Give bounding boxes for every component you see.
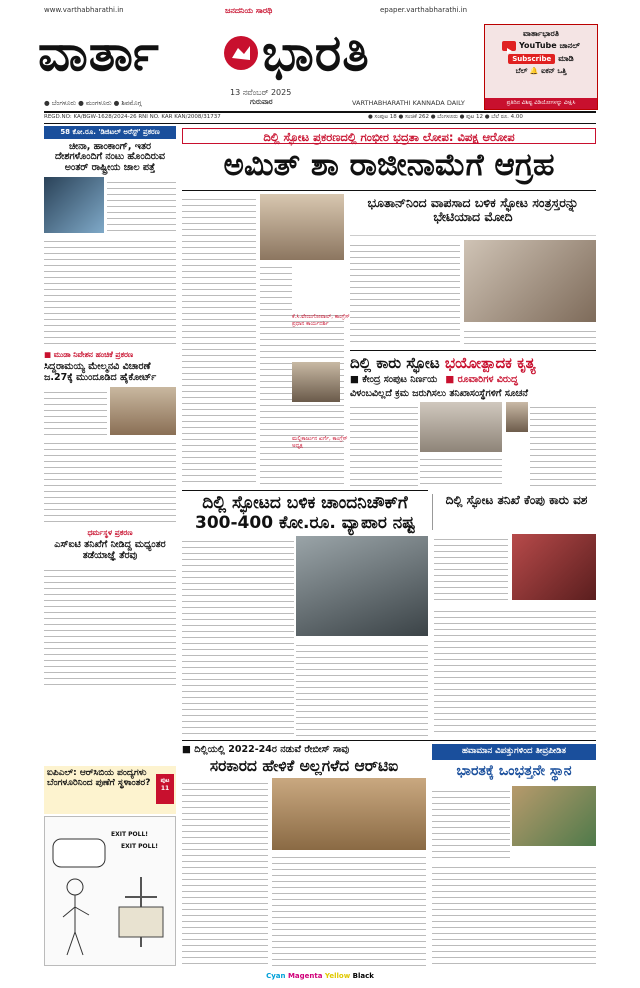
s1-photo [44,177,104,233]
delhi-car-head-black: ದಿಲ್ಲಿ ಕಾರು ಸ್ಫೋಟ [350,354,440,372]
rule-delhi [350,350,596,351]
ipl-headline[interactable]: ಐಪಿಎಲ್: ಆರ್‌ಸಿಬಿಯ ಪಂದ್ಯಗಳು ಬೆಂಗಳೂರಿನಿಂದ ಪುಣೆಗೆ ಸ್ಥಳಾಂತರ? [47,768,151,788]
registration: REGD.NO: KA/BGW-1628/2024-26 RNI NO. KAR KAN/2008/31737 [44,114,221,120]
s1-body [107,177,176,233]
youtube-label: YouTube ಚಾನಲ್ [519,41,580,50]
s1-body-cont [44,236,176,346]
s2-court-photo [110,387,176,435]
venugopal-photo [260,194,344,260]
dogs-photo [272,778,426,850]
delhi-car-sub2: ■ ರೂವಾರಿಗಳ ವಿರುದ್ಧ [445,374,518,385]
weather-body1 [432,786,510,858]
delhi-car-sub3: ವಿಳಂಬವಿಲ್ಲದೆ ಕ್ರಮ ಜರುಗಿಸಲು ತನಿಖಾಸಂಸ್ಥೆಗಳಿಗೆ ಸೂಚನೆ [350,388,528,399]
modi-hospital-photo [464,240,596,322]
weather-photo [512,786,596,846]
english-name: VARTHABHARATHI KANNADA DAILY [352,99,465,107]
masthead-left: ವಾರ್ತಾ [38,23,160,82]
s2-kicker: ■ ಮುಡಾ ನಿವೇಶನ ಹಂಚಿಕೆ ಪ್ರಕರಣ [44,350,134,360]
youtube-icon [502,41,516,51]
lead-body-col1 [182,194,256,486]
red-car-photo [512,534,596,600]
minister-photo [506,402,528,432]
s1-headline[interactable]: ಚೀನಾ, ಹಾಂಕಾಂಗ್, ಇತರ ದೇಶಗಳೊಂದಿಗೆ ನಂಟು ಹೊಂದಿರುವ ಅಂತರ್ ರಾಷ್ಟ್ರೀಯ ಜಾಲ ಪತ್ತೆ [55,141,165,173]
issue-date: 13 ನವೆಂಬರ್ 2025 [230,88,292,97]
rabies-body2 [272,852,426,968]
s3-kicker: ಧರ್ಮಸ್ಥಳ ಪ್ರಕರಣ [87,528,133,538]
cartoon-caption-1: EXIT POLL! [111,831,149,838]
promo-title: ವಾರ್ತಾಭಾರತಿ [523,29,559,38]
issue-day: ಗುರುವಾರ [250,98,273,106]
chandni-photo [296,536,428,636]
ipl-page-ref[interactable]: ಪುಟ 11 [156,774,174,804]
bhutan-body [350,240,460,346]
kharge-photo [292,362,340,402]
promo-madi: ಮಾಡಿ [558,54,574,63]
s2-headline[interactable]: ಸಿದ್ದರಾಮಯ್ಯ ಮೇಲ್ಮನವಿ ವಿಚಾರಣೆ ಜ.27ಕ್ಕೆ ಮುಂದೂಡಿದ ಹೈಕೋರ್ಟ್ [44,361,157,383]
s2-body [44,387,107,435]
bell-text: ಬೆಲ್ 🔔 ಐಕನ್ ಒತ್ತಿ [515,67,567,75]
bhutan-head-box [350,196,596,236]
weather-body2 [432,862,596,968]
weather-headline[interactable]: ಭಾರತಕ್ಕೆ ಒಂಭತ್ತನೇ ಸ್ಥಾನ [456,763,572,779]
rabies-kicker: ■ ದಿಲ್ಲಿಯಲ್ಲಿ 2022-24ರ ನಡುವೆ ರೇಬೀಸ್ ಸಾವು [182,744,350,755]
subscribe-button[interactable]: Subscribe [508,54,555,64]
red-car-body1 [434,534,508,604]
delhi-car-body3 [530,402,596,486]
rabies-headline[interactable]: ಸರಕಾರದ ಹೇಳಿಕೆ ಅಲ್ಲಗಳೆದ ಆರ್‌ಟಿಐ [209,757,399,775]
lead-kicker: ದಿಲ್ಲಿ ಸ್ಫೋಟ ಪ್ರಕರಣದಲ್ಲಿ ಗಂಭೀರ ಭದ್ರತಾ ಲೋಪ: ವಿಪಕ್ಷ ಆರೋಪ [182,128,596,144]
tagline: ಜನದನಿಯ ಸಾರಥಿ [225,6,273,15]
promo-bottom: ಪ್ರತಿದಿನ ವಿಶಿಷ್ಟ ವಿಡಿಯೋಗಳನ್ನು ವೀಕ್ಷಿಸಿ [485,98,597,109]
cabinet-photo [420,402,502,452]
footer-magenta: Magenta [287,972,323,980]
lead-rule [182,190,596,191]
cartoon [44,816,176,966]
footer-yellow: Yellow [324,972,351,980]
color-registration [0,972,640,980]
quote2-author: ಮಲ್ಲಿಕಾರ್ಜುನ ಖರ್ಗೆ, ಕಾಂಗ್ರೆಸ್ ಅಧ್ಯಕ್ಷ [292,436,348,449]
issue-info: ● ಸಂಪುಟ 18 ● ಸಂಚಿಕೆ 262 ● ಬೆಂಗಳೂರು ● ಪುಟ 12 ● ಬೆಲೆ ರೂ. 4.00 [368,114,523,120]
chandni-body1 [182,536,294,736]
ipl-box [44,766,176,814]
weather-kicker: ಹವಾಮಾನ ವಿಪತ್ತುಗಳಿಂದ ತೀವ್ರಪೀಡಿತ [432,744,596,760]
delhi-car-headline[interactable] [350,354,596,372]
bhutan-caption [464,326,596,346]
lead-headline[interactable]: ಅಮಿತ್ ಶಾ ರಾಜೀನಾಮೆಗೆ ಆಗ್ರಹ [223,147,555,183]
logo-emblem [224,36,258,70]
quote1 [292,262,344,312]
website-url[interactable]: www.varthabharathi.in [44,6,124,14]
delhi-car-sub1: ■ ಕೇಂದ್ರ ಸಂಪುಟ ನಿರ್ಣಯ [350,374,438,385]
red-car-body2 [434,606,596,736]
s1-kicker: 58 ಕೋ.ರೂ. 'ಡಿಜಿಟಲ್ ಅರೆಸ್ಟ್' ಪ್ರಕರಣ [44,126,176,139]
bhutan-headline[interactable]: ಭೂತಾನ್‌ನಿಂದ ವಾಪಸಾದ ಬಳಿಕ ಸ್ಫೋಟ ಸಂತ್ರಸ್ತರನ್ನು ಭೇಟಿಯಾದ ಮೋದಿ [367,195,579,224]
header-rule-2 [44,123,596,124]
red-car-headline[interactable]: ದಿಲ್ಲಿ ಸ್ಫೋಟ ತನಿಖೆ ಕೆಂಪು ಕಾರು ವಶ [445,493,588,507]
quote1-author: ಕೆ.ಸಿ.ವೇಣುಗೋಪಾಲ್, ಕಾಂಗ್ರೆಸ್ ಪ್ರಧಾನ ಕಾರ್ಯದರ್ಶಿ [292,314,350,327]
rule-rabies [182,740,596,741]
rabies-body1 [182,778,268,968]
youtube-promo[interactable] [484,24,598,110]
masthead-right: ಭಾರತಿ [262,23,370,82]
delhi-car-body2 [420,454,502,486]
header-rule [44,111,596,113]
footer-black: Black [352,972,374,980]
red-car-head-box [432,494,596,530]
cartoon-caption-2: EXIT POLL! [121,843,159,850]
s2-body-cont [44,438,176,524]
chandni-headline[interactable]: ದಿಲ್ಲಿ ಸ್ಫೋಟದ ಬಳಿಕ ಚಾಂದನಿಚೌಕ್‌ಗೆ 300-400 ಕೋ.ರೂ. ವ್ಯಾಪಾರ ನಷ್ಟ [195,493,415,533]
rule-chandni [182,490,428,491]
delhi-car-body1 [350,402,418,486]
epaper-url[interactable]: epaper.varthabharathi.in [380,6,468,14]
delhi-car-head-red: ಭಯೋತ್ಪಾದಕ ಕೃತ್ಯ [444,354,536,372]
delhi-car-subheads [350,374,596,385]
left-column [44,126,176,760]
s3-body [44,565,176,685]
chandni-body2 [296,640,428,736]
footer-cyan: Cyan [266,972,286,980]
s3-headline[interactable]: ಎಸ್‌ಐಟಿ ತನಿಖೆಗೆ ನೀಡಿದ್ದ ಮಧ್ಯಂತರ ತಡೆಯಾಜ್ಞೆ ತೆರವು [54,539,166,561]
editions: ● ಬೆಂಗಳೂರು ● ಮಂಗಳೂರು ● ಶಿವಮೊಗ್ಗ [44,99,142,107]
